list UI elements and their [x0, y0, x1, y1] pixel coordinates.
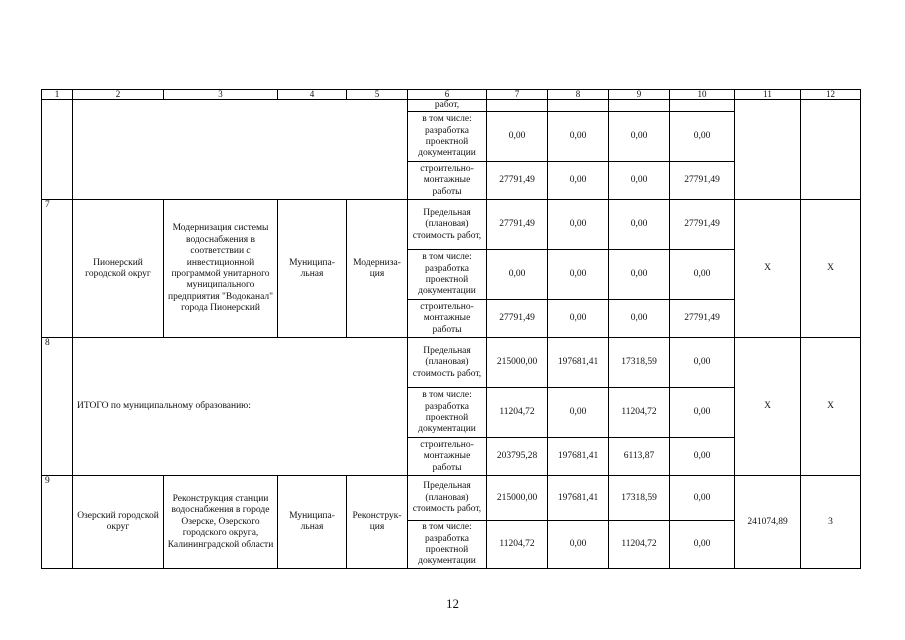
- value-cell: 0,00: [548, 250, 609, 300]
- value-cell: 215000,00: [487, 476, 548, 521]
- value-cell: 0,00: [670, 521, 735, 569]
- ownership-cell: Муниципа-льная: [278, 200, 347, 338]
- column-numbers-row: [42, 90, 861, 100]
- row-number: 7: [42, 200, 73, 338]
- value-cell: 0,00: [670, 338, 735, 388]
- value-cell: 0,00: [670, 388, 735, 438]
- value-cell: 0,00: [487, 250, 548, 300]
- table-row: [42, 476, 861, 521]
- value-cell: 0,00: [609, 112, 670, 162]
- value-cell: 0,00: [670, 250, 735, 300]
- cost-type: в том числе: разработка проектной документации: [408, 112, 487, 162]
- col-number: 2: [73, 90, 164, 100]
- cost-type: в том числе: разработка проектной документации: [408, 250, 487, 300]
- value-cell: 0,00: [609, 200, 670, 250]
- value-cell: 11204,72: [487, 521, 548, 569]
- value-cell: 0,00: [670, 112, 735, 162]
- cost-type: в том числе: разработка проектной документации: [408, 388, 487, 438]
- empty-cell: [801, 100, 861, 200]
- value-cell: 0,00: [670, 476, 735, 521]
- value-cell: 197681,41: [548, 438, 609, 476]
- col-number: 9: [609, 90, 670, 100]
- col11-cell: 241074,89: [735, 476, 801, 569]
- col-number: 7: [487, 90, 548, 100]
- col-number: 3: [164, 90, 278, 100]
- cost-type: строительно-монтажные работы: [408, 300, 487, 338]
- col-number: 11: [735, 90, 801, 100]
- empty-cell: [73, 100, 408, 200]
- cost-type: в том числе: разработка проектной документации: [408, 521, 487, 569]
- value-cell: 6113,87: [609, 438, 670, 476]
- empty-cell: [42, 100, 73, 200]
- col-number: 12: [801, 90, 861, 100]
- value-cell: 17318,59: [609, 476, 670, 521]
- row-number: 8: [42, 338, 73, 476]
- row-number: 9: [42, 476, 73, 569]
- col12-cell: Х: [801, 200, 861, 338]
- col12-cell: 3: [801, 476, 861, 569]
- district-cell: Озерский городской округ: [73, 476, 164, 569]
- value-cell: 0,00: [609, 300, 670, 338]
- value-cell: [609, 100, 670, 112]
- value-cell: 27791,49: [487, 162, 548, 200]
- col-number: 8: [548, 90, 609, 100]
- total-label: ИТОГО по муниципальному образованию:: [73, 338, 408, 476]
- value-cell: 11204,72: [487, 388, 548, 438]
- value-cell: 27791,49: [670, 200, 735, 250]
- value-cell: 197681,41: [548, 476, 609, 521]
- value-cell: [670, 100, 735, 112]
- value-cell: [487, 100, 548, 112]
- value-cell: 0,00: [487, 112, 548, 162]
- work-type-cell: Реконструк-ция: [347, 476, 408, 569]
- cost-type: Предельная (плановая) стоимость работ,: [408, 476, 487, 521]
- value-cell: 0,00: [548, 200, 609, 250]
- table-row: [42, 338, 861, 388]
- value-cell: 0,00: [670, 438, 735, 476]
- value-cell: 203795,28: [487, 438, 548, 476]
- value-cell: 27791,49: [670, 300, 735, 338]
- col11-cell: Х: [735, 338, 801, 476]
- value-cell: 27791,49: [487, 200, 548, 250]
- cost-type: Предельная (плановая) стоимость работ,: [408, 200, 487, 250]
- col11-cell: Х: [735, 200, 801, 338]
- empty-cell: [735, 100, 801, 200]
- col-number: 4: [278, 90, 347, 100]
- value-cell: 0,00: [609, 250, 670, 300]
- value-cell: 0,00: [609, 162, 670, 200]
- cost-type: строительно-монтажные работы: [408, 438, 487, 476]
- value-cell: 27791,49: [670, 162, 735, 200]
- value-cell: 197681,41: [548, 338, 609, 388]
- work-type-cell: Модерниза-ция: [347, 200, 408, 338]
- value-cell: 0,00: [548, 521, 609, 569]
- table-row: [42, 100, 861, 112]
- cost-type: Предельная (плановая) стоимость работ,: [408, 338, 487, 388]
- page-number: 12: [446, 596, 459, 611]
- value-cell: 11204,72: [609, 388, 670, 438]
- col12-cell: Х: [801, 338, 861, 476]
- value-cell: 215000,00: [487, 338, 548, 388]
- cost-type: строительно-монтажные работы: [408, 162, 487, 200]
- district-cell: Пионерский городской округ: [73, 200, 164, 338]
- value-cell: 0,00: [548, 388, 609, 438]
- col-number: 10: [670, 90, 735, 100]
- value-cell: 17318,59: [609, 338, 670, 388]
- col-number: 1: [42, 90, 73, 100]
- col-number: 6: [408, 90, 487, 100]
- value-cell: 0,00: [548, 300, 609, 338]
- value-cell: [548, 100, 609, 112]
- object-name-cell: Реконструкция станции водоснабжения в городе Озерске, Озерского городского округа, Калининградской области: [164, 476, 278, 569]
- cost-type: работ,: [408, 100, 487, 112]
- ownership-cell: Муниципа-льная: [278, 476, 347, 569]
- col-number: 5: [347, 90, 408, 100]
- value-cell: 0,00: [548, 112, 609, 162]
- object-name-cell: Модернизация системы водоснабжения в соответствии с инвестиционной программой унитарного муниципального предприятия "Водоканал" города Пионерский: [164, 200, 278, 338]
- value-cell: 27791,49: [487, 300, 548, 338]
- value-cell: 11204,72: [609, 521, 670, 569]
- table-row: [42, 200, 861, 250]
- value-cell: 0,00: [548, 162, 609, 200]
- investment-table: [41, 89, 861, 569]
